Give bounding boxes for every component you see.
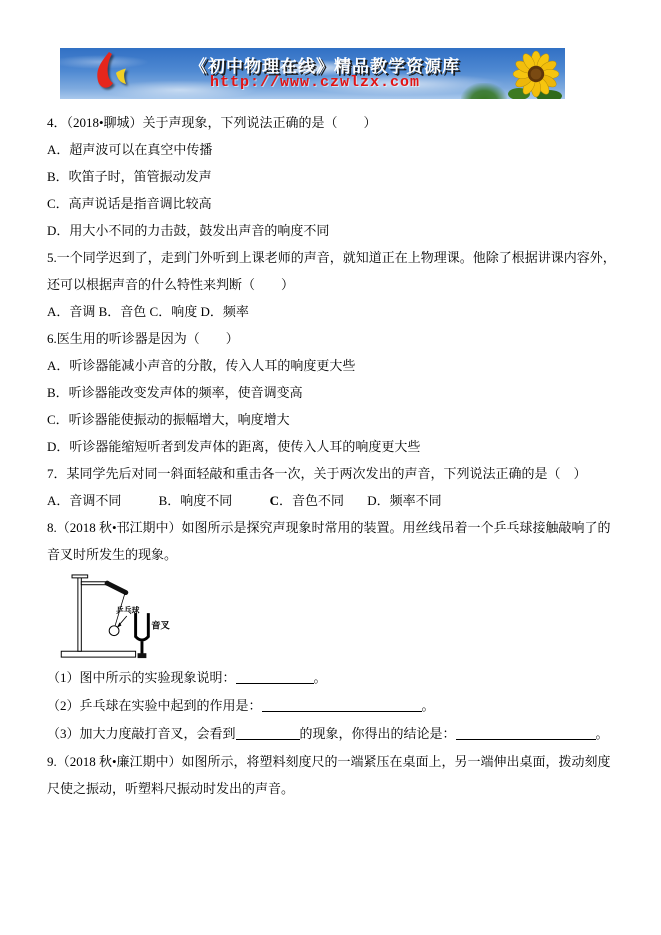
q9-stem: 9.（2018 秋•廉江期中）如图所示，将塑料刻度尺的一端紧压在桌面上，另一端伸出桌面，拨动刻度尺使之振动，听塑料尺振动时发出的声音。 (47, 754, 611, 796)
fork-label: 音叉 (151, 621, 170, 632)
q5-options: A．音调 B．音色 C．响度 D．频率 (47, 304, 249, 319)
q8-sub3-text-1: （3）加大力度敲打音叉，会看到 (47, 726, 236, 741)
q4-stem: 4．（2018•聊城）关于声现象，下列说法正确的是（ ） (47, 115, 377, 130)
q7-option-c (270, 487, 344, 514)
q6-option-b: B．听诊器能改变发声体的频率，使音调变高 (47, 385, 303, 400)
q8-figure (59, 572, 619, 662)
stand-pole (78, 576, 81, 651)
site-url: http://www.czwlzx.com (209, 74, 421, 91)
q5-stem: 5.一个同学迟到了，走到门外听到上课老师的声音，就知道正在上物理课。他除了根据讲课内容外，还可以根据声音的什么特性来判断（ ） (47, 250, 616, 292)
site-title: 《初中物理在线》精品教学资源库 (190, 57, 460, 76)
q6-stem: 6.医生用的听诊器是因为（ ） (47, 331, 239, 346)
q7-option-a: A．音调不同 (47, 493, 122, 508)
answer-blank (262, 697, 422, 712)
worksheet-page (47, 109, 619, 802)
grass-decoration (461, 83, 507, 99)
sunflower-icon (507, 50, 563, 99)
q8-sub3 (47, 720, 619, 748)
tuning-fork (136, 613, 149, 640)
q7-stem: 7．某同学先后对同一斜面轻敲和重击各一次，关于两次发出的声音，下列说法正确的是（ ） (47, 466, 587, 481)
q8-sub1 (47, 664, 619, 692)
logo-yellow-leaf (116, 69, 126, 85)
q8-sub2-text: （2）乒乓球在实验中起到的作用是： (47, 698, 262, 713)
logo-red-flame (97, 52, 113, 88)
q7-option-b: B．响度不同 (158, 493, 233, 508)
q8-sub1-text: （1）图中所示的实验现象说明： (47, 670, 236, 685)
stand-top-cap (72, 575, 88, 578)
tuning-fork-apparatus-figure (59, 572, 177, 662)
q8-stem: 8.（2018 秋•邗江期中）如图所示是探究声现象时常用的装置。用丝线吊着一个乒乓球接触敲响了的音叉时所发生的现象。 (47, 520, 611, 562)
tuning-fork-foot (138, 653, 147, 658)
answer-blank (236, 669, 314, 684)
clamp-arm (107, 583, 126, 592)
sunflower-center-inner (531, 69, 542, 80)
q8-sub2 (47, 692, 619, 720)
q4-option-d: D．用大小不同的力击鼓，鼓发出声音的响度不同 (47, 223, 330, 238)
stand-arm (81, 582, 105, 585)
site-banner (60, 48, 565, 99)
answer-blank (236, 725, 300, 740)
q4-option-a: A．超声波可以在真空中传播 (47, 142, 213, 157)
q7-options (47, 487, 619, 514)
q6-option-c: C．听诊器能使振动的振幅增大，响度增大 (47, 412, 290, 427)
q8-sub3-period: 。 (595, 726, 609, 741)
q7-option-c-text: ．音色不同 (278, 493, 344, 508)
q7-option-d: D．频率不同 (367, 493, 442, 508)
q6-option-a: A．听诊器能减小声音的分散，传入人耳的响度更大些 (47, 358, 356, 373)
stand-base (61, 651, 135, 657)
q4-option-b: B．吹笛子时，笛管振动发声 (47, 169, 212, 184)
q7-option-c-letter: C (269, 493, 279, 508)
q8-sub3-text-2: 的现象，你得出的结论是： (299, 726, 456, 741)
ball-label: 乒乓球 (116, 606, 140, 616)
q6-option-d: D．听诊器能缩短听者到发声体的距离，使传入人耳的响度更大些 (47, 439, 421, 454)
q8-sub2-period: 。 (421, 698, 435, 713)
answer-blank (456, 725, 596, 740)
q8-sub1-period: 。 (313, 670, 327, 685)
site-logo-icon (92, 50, 132, 96)
q4-option-c: C．高声说话是指音调比较高 (47, 196, 212, 211)
